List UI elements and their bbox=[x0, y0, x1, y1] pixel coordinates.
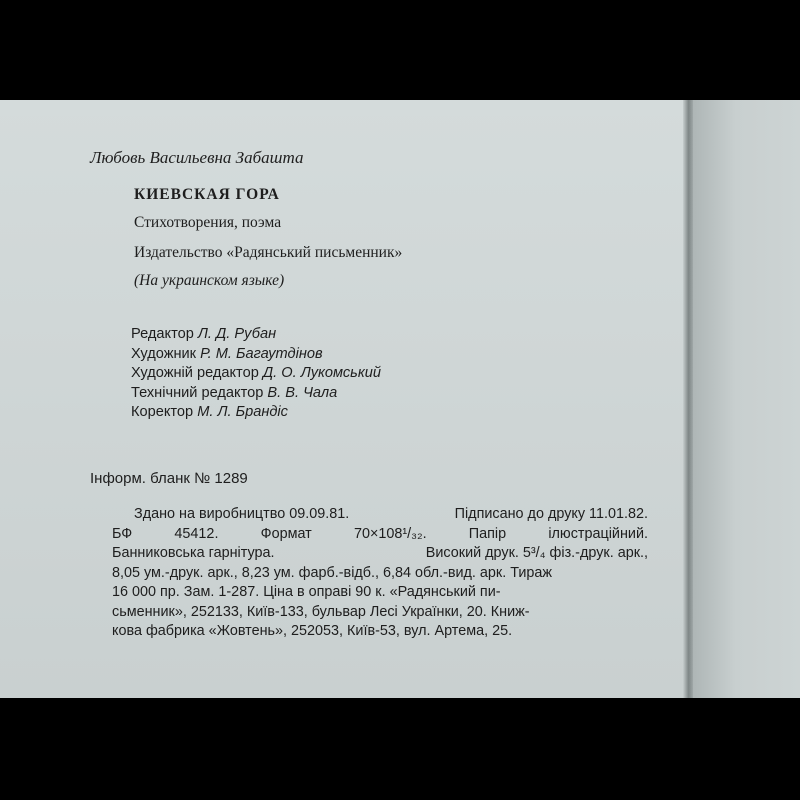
imprint-fragment: БФ bbox=[112, 525, 133, 542]
imprint-fragment: 16 000 пр. Зам. 1-287. Ціна в оправі 90 к. «Радянський пи- bbox=[112, 584, 501, 600]
imprint-line bbox=[112, 525, 648, 545]
imprint-fragment: сьменник», 252133, Київ-133, бульвар Лесі Українки, 20. Книж- bbox=[112, 603, 530, 620]
imprint-fragment: ілюстраційний. bbox=[548, 525, 648, 542]
publisher-line: Издательство «Радянський письменник» bbox=[134, 244, 403, 261]
inform-blank-number: Інформ. бланк № 1289 bbox=[90, 470, 248, 487]
imprint-fragment: 45412. bbox=[174, 525, 219, 542]
imprint-line bbox=[112, 564, 648, 584]
imprint-line bbox=[112, 544, 648, 564]
imprint-fragment: кова фабрика «Жовтень», 252053, Київ-53, вул. Артема, 25. bbox=[112, 623, 513, 639]
credit-role: Редактор bbox=[131, 326, 194, 342]
imprint-line bbox=[112, 583, 648, 603]
credit-role: Художник bbox=[131, 345, 197, 362]
imprint-block bbox=[112, 505, 648, 642]
imprint-fragment: Формат bbox=[260, 525, 312, 542]
credit-row bbox=[131, 403, 381, 423]
imprint-fragment: Банниковська гарнітура. bbox=[112, 545, 275, 561]
credit-row bbox=[131, 384, 381, 404]
book-gutter bbox=[683, 100, 693, 698]
credit-person: М. Л. Брандіс bbox=[197, 404, 288, 420]
credit-role: Художній редактор bbox=[131, 365, 259, 381]
imprint-fragment: Папір bbox=[468, 525, 507, 542]
credit-role: Технічний редактор bbox=[131, 384, 264, 401]
author-name: Любовь Васильевна Забашта bbox=[90, 148, 304, 167]
credit-role: Коректор bbox=[131, 404, 194, 420]
imprint-fragment: Здано на виробництво 09.09.81. bbox=[134, 506, 350, 522]
credit-person: В. В. Чала bbox=[267, 384, 338, 401]
imprint-line bbox=[112, 505, 648, 525]
credit-row bbox=[131, 325, 381, 345]
book-title: КИЕВСКАЯ ГОРА bbox=[134, 186, 280, 203]
book-page-right bbox=[693, 100, 800, 698]
credit-person: Д. О. Лукомський bbox=[262, 365, 381, 381]
imprint-fragment: 70×108¹/₃₂. bbox=[353, 525, 427, 542]
imprint-line bbox=[112, 622, 648, 642]
imprint-fragment: 8,05 ум.-друк. арк., 8,23 ум. фарб.-відб., 6,84 обл.-вид. арк. Тираж bbox=[112, 564, 553, 581]
book-genre: Стихотворения, поэма bbox=[134, 214, 282, 231]
credit-row bbox=[131, 364, 381, 384]
credit-row bbox=[131, 345, 381, 365]
credit-person: Р. М. Багаутдінов bbox=[200, 345, 323, 362]
language-note: (На украинском языке) bbox=[134, 272, 285, 289]
imprint-line bbox=[112, 603, 648, 623]
imprint-fragment: Підписано до друку 11.01.82. bbox=[454, 506, 648, 522]
imprint-fragment: Високий друк. 5³/₄ фіз.-друк. арк., bbox=[425, 545, 648, 561]
credit-person: Л. Д. Рубан bbox=[197, 326, 277, 342]
credits-list bbox=[131, 325, 381, 423]
